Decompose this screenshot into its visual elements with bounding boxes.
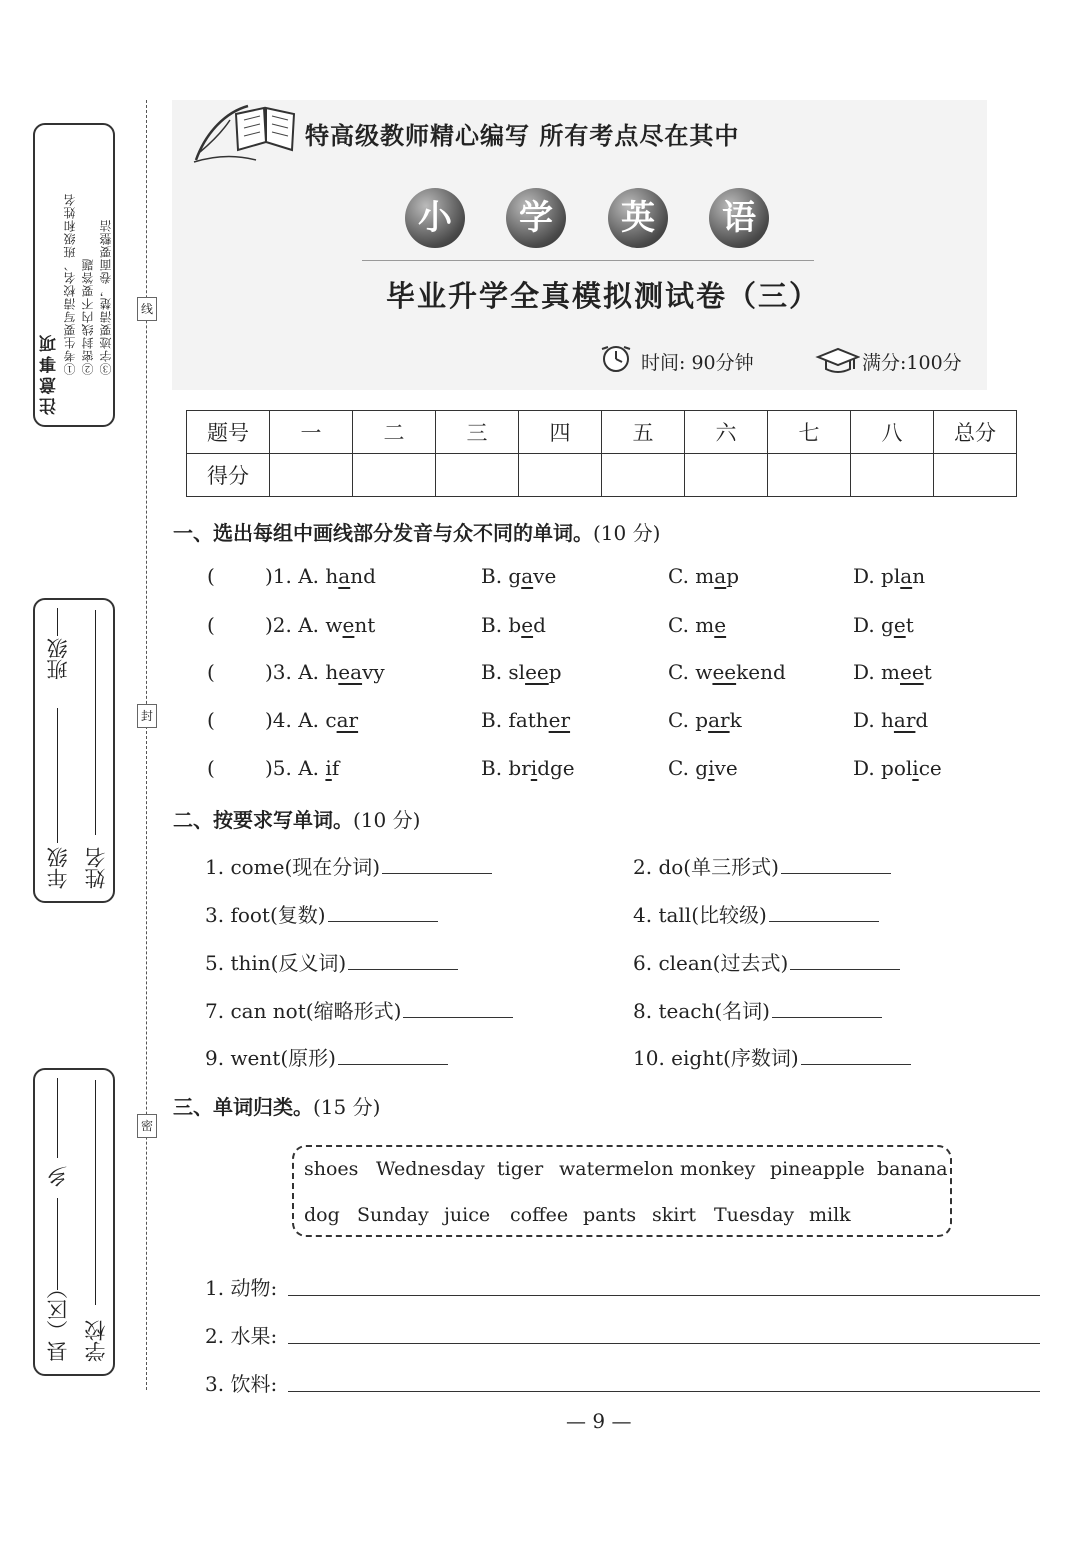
option-d	[853, 564, 925, 588]
option-b	[481, 708, 570, 732]
section1-title	[173, 517, 660, 546]
word-part: B. b	[481, 613, 522, 637]
option-d	[853, 660, 932, 684]
exam-title: 毕业升学全真模拟测试卷（三）	[386, 279, 821, 313]
word-form-item: 2. do(单三形式)	[633, 851, 891, 880]
word-part: t	[905, 613, 914, 637]
score-header-cell: 一	[270, 411, 353, 454]
notice-title: 注意事项	[40, 331, 60, 415]
notice-line-3: ③字迹要清楚，卷面要整洁	[99, 219, 113, 375]
word-form-item: 4. tall(比较级)	[633, 899, 879, 928]
word-part: d	[533, 613, 546, 637]
option-a	[265, 660, 385, 684]
answer-paren[interactable]: (	[207, 613, 215, 637]
score-header-cell: 二	[353, 411, 436, 454]
page-number: — 9 —	[566, 1409, 632, 1433]
answer-blank[interactable]	[348, 969, 458, 970]
option-c	[668, 756, 738, 780]
option-d	[853, 756, 942, 780]
word-part: C. w	[668, 660, 713, 684]
underlined-letters: a	[521, 564, 534, 588]
option-d	[853, 613, 914, 637]
section1-title-text: 一、选出每组中画线部分发音与众不同的单词。	[173, 521, 593, 545]
word-bank-word: banana	[877, 1158, 948, 1180]
underlined-letters: a	[714, 564, 727, 588]
word-part: w	[325, 613, 343, 637]
option-c	[668, 708, 742, 732]
seal-mark-seal: 封	[137, 704, 157, 728]
question-number: )2. A.	[265, 613, 326, 637]
book-quill-icon	[186, 102, 302, 166]
option-a	[265, 613, 375, 637]
question-number: )1. A.	[265, 564, 326, 588]
answer-blank[interactable]	[801, 1064, 911, 1065]
category-answer-line[interactable]	[288, 1391, 1040, 1392]
underlined-letters: a	[338, 564, 351, 588]
word-form-item: 1. come(现在分词)	[205, 851, 492, 880]
township-line	[57, 1078, 58, 1158]
category-label: 3. 饮料:	[205, 1372, 278, 1396]
score-cell[interactable]	[353, 454, 436, 497]
word-part: B. sl	[481, 660, 526, 684]
notice-line-1: ①考生要写清校名、班级和姓名	[63, 193, 77, 375]
answer-blank[interactable]	[328, 921, 438, 922]
answer-blank[interactable]	[790, 969, 900, 970]
subject-ball-2: 学	[506, 188, 566, 248]
exam-time: 时间: 90分钟	[641, 352, 754, 374]
word-form-item: 8. teach(名词)	[633, 995, 882, 1024]
underlined-letters: e	[893, 613, 906, 637]
notice-line-2: ②密封线内不要答题	[81, 258, 95, 375]
option-d	[853, 708, 928, 732]
seal-mark-secret: 密	[137, 1114, 157, 1138]
section3-title-text: 三、单词归类。	[173, 1095, 313, 1119]
score-cell[interactable]	[934, 454, 1017, 497]
word-form-item: 5. thin(反义词)	[205, 947, 458, 976]
underlined-letters: ar	[708, 708, 730, 732]
word-part: C. m	[668, 613, 715, 637]
underlined-letters: i	[530, 756, 538, 780]
word-bank-word: watermelon	[559, 1158, 674, 1180]
word-part: B. br	[481, 756, 531, 780]
score-row-label: 得分	[187, 454, 270, 497]
answer-blank[interactable]	[781, 873, 891, 874]
word-bank-word: juice	[444, 1204, 491, 1226]
underlined-letters: ea	[338, 660, 363, 684]
clock-icon	[596, 343, 636, 375]
score-header-cell: 题号	[187, 411, 270, 454]
word-part: t	[923, 660, 932, 684]
score-header-cell: 五	[602, 411, 685, 454]
word-form-item: 7. can not(缩略形式)	[205, 995, 513, 1024]
word-bank-word: Sunday	[357, 1204, 429, 1226]
word-part: C. p	[668, 708, 709, 732]
word-part: h	[325, 660, 339, 684]
underlined-letters: i	[325, 756, 332, 780]
score-header-cell: 总分	[934, 411, 1017, 454]
section1-points: (10 分)	[593, 521, 661, 545]
word-part: B. g	[481, 564, 522, 588]
section3-points: (15 分)	[313, 1095, 381, 1119]
word-bank-word: monkey	[680, 1158, 756, 1180]
score-header-cell: 八	[851, 411, 934, 454]
grade-label: 年级	[46, 847, 70, 889]
section2-title	[173, 804, 420, 833]
word-part: nt	[354, 613, 376, 637]
grade-line	[57, 708, 58, 843]
subject-ball-3: 英	[608, 188, 668, 248]
score-header-cell: 六	[685, 411, 768, 454]
word-bank-word: pants	[583, 1204, 637, 1226]
score-table-header-row	[187, 411, 1017, 454]
name-line	[95, 610, 96, 835]
word-form-item: 6. clean(过去式)	[633, 947, 900, 976]
word-part: n	[912, 564, 926, 588]
class-line	[57, 608, 58, 636]
word-bank-word: skirt	[652, 1204, 697, 1226]
underlined-letters: e	[521, 613, 534, 637]
underlined-letters: a	[900, 564, 913, 588]
subject-ball-1: 小	[405, 188, 465, 248]
category-answer-line[interactable]	[288, 1295, 1040, 1296]
word-part: kend	[736, 660, 786, 684]
header-rule	[362, 260, 814, 261]
graduation-cap-icon	[814, 345, 860, 375]
score-table	[186, 410, 1017, 497]
score-header-cell: 三	[436, 411, 519, 454]
class-info-box	[33, 598, 115, 903]
option-b	[481, 756, 575, 780]
word-bank-word: coffee	[510, 1204, 569, 1226]
option-c	[668, 660, 786, 684]
underlined-letters: i	[708, 756, 715, 780]
school-info-box	[33, 1068, 115, 1376]
category-label: 2. 水果:	[205, 1324, 278, 1348]
class-label: 班级	[46, 638, 70, 680]
underlined-letters: ar	[336, 708, 359, 732]
option-a	[265, 564, 376, 588]
answer-blank[interactable]	[382, 873, 492, 874]
county-label: 县（区）	[46, 1278, 70, 1362]
underlined-letters: i	[912, 756, 919, 780]
word-part: D. g	[853, 613, 894, 637]
word-part: k	[729, 708, 742, 732]
score-cell[interactable]	[768, 454, 851, 497]
seal-dotted-line	[146, 100, 147, 1390]
underlined-letters: er	[548, 708, 571, 732]
word-bank-word: Tuesday	[714, 1204, 795, 1226]
category-label: 1. 动物:	[205, 1276, 278, 1300]
word-part: h	[325, 564, 339, 588]
word-bank-word: tiger	[497, 1158, 544, 1180]
answer-blank[interactable]	[338, 1064, 448, 1065]
seal-mark-line: 线	[137, 297, 157, 321]
word-part: d	[915, 708, 929, 732]
score-header-cell: 四	[519, 411, 602, 454]
word-form-item: 9. went(原形)	[205, 1042, 448, 1071]
word-part: ve	[714, 756, 738, 780]
underlined-letters: e	[342, 613, 355, 637]
word-part: vy	[362, 660, 385, 684]
answer-blank[interactable]	[769, 921, 879, 922]
answer-paren[interactable]: (	[207, 756, 215, 780]
answer-paren[interactable]: (	[207, 564, 215, 588]
word-bank-word: shoes	[304, 1158, 359, 1180]
notice-box	[33, 123, 115, 427]
underlined-letters: ee	[900, 660, 924, 684]
word-form-item: 3. foot(复数)	[205, 899, 438, 928]
slogan: 特高级教师精心编写 所有考点尽在其中	[305, 122, 740, 150]
county-line	[57, 1198, 58, 1290]
word-bank-word: Wednesday	[376, 1158, 485, 1180]
score-cell[interactable]	[851, 454, 934, 497]
name-label: 姓名	[84, 847, 108, 889]
answer-blank[interactable]	[772, 1017, 882, 1018]
underlined-letters: ar	[893, 708, 916, 732]
answer-paren[interactable]: (	[207, 708, 215, 732]
section3-title	[173, 1091, 380, 1120]
word-part: dge	[537, 756, 575, 780]
question-number: )5. A.	[265, 756, 326, 780]
option-c	[668, 564, 739, 588]
score-cell[interactable]	[436, 454, 519, 497]
section2-title-text: 二、按要求写单词。	[173, 808, 353, 832]
question-number: )4. A.	[265, 708, 326, 732]
score-header-cell: 七	[768, 411, 851, 454]
score-table-score-row	[187, 454, 1017, 497]
underlined-letters: e	[714, 613, 727, 637]
question-number: )3. A.	[265, 660, 326, 684]
score-cell[interactable]	[602, 454, 685, 497]
score-cell[interactable]	[685, 454, 768, 497]
answer-paren[interactable]: (	[207, 660, 215, 684]
township-label: 乡	[46, 1166, 70, 1187]
word-part: p	[548, 660, 562, 684]
score-cell[interactable]	[270, 454, 353, 497]
category-answer-line[interactable]	[288, 1343, 1040, 1344]
word-part: D. m	[853, 660, 901, 684]
option-b	[481, 613, 546, 637]
option-b	[481, 660, 562, 684]
word-part: ce	[918, 756, 942, 780]
answer-blank[interactable]	[403, 1017, 513, 1018]
word-bank-word: dog	[304, 1204, 340, 1226]
full-score: 满分:100分	[862, 352, 962, 374]
subject-ball-4: 语	[709, 188, 769, 248]
word-form-item: 10. eight(序数词)	[633, 1042, 911, 1071]
word-part: c	[325, 708, 337, 732]
section2-points: (10 分)	[353, 808, 421, 832]
option-c	[668, 613, 726, 637]
word-bank-word: pineapple	[770, 1158, 865, 1180]
word-part: ve	[533, 564, 557, 588]
underlined-letters: ee	[712, 660, 737, 684]
school-label: 学校	[84, 1320, 108, 1362]
underlined-letters: ee	[525, 660, 549, 684]
option-a	[265, 756, 339, 780]
option-b	[481, 564, 556, 588]
word-part: f	[331, 756, 340, 780]
word-bank-word: milk	[809, 1204, 851, 1226]
word-part: D. pol	[853, 756, 913, 780]
word-part: p	[726, 564, 740, 588]
option-a	[265, 708, 358, 732]
word-part: D. pl	[853, 564, 901, 588]
school-line	[95, 1080, 96, 1305]
word-part: nd	[350, 564, 376, 588]
word-part: C. m	[668, 564, 715, 588]
word-part: C. g	[668, 756, 709, 780]
score-cell[interactable]	[519, 454, 602, 497]
word-part: D. h	[853, 708, 894, 732]
word-part: B. fath	[481, 708, 549, 732]
